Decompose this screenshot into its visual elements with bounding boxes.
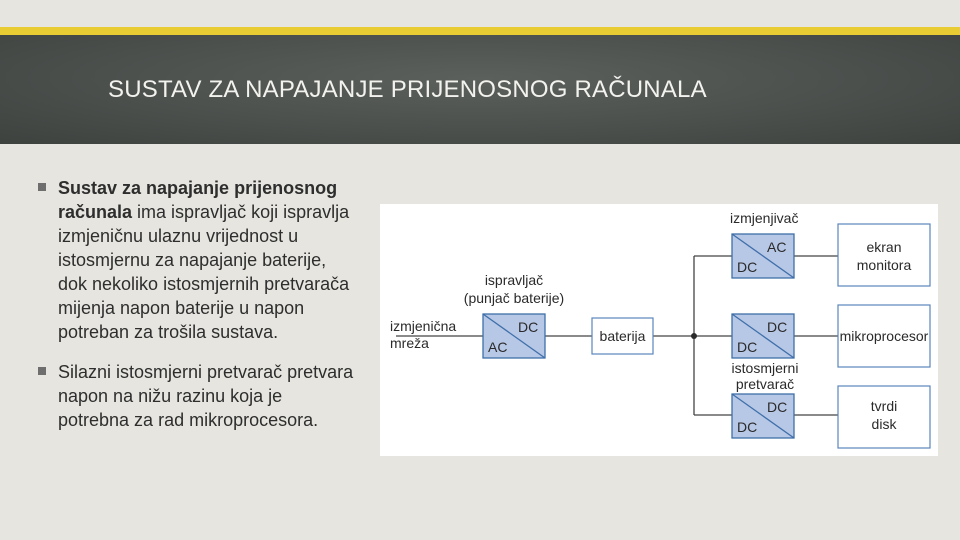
- rectifier-caption-line1: ispravljač: [484, 272, 544, 288]
- battery-label: baterija: [599, 328, 646, 344]
- accent-stripe: [0, 27, 960, 35]
- disk-label-line2: disk: [871, 416, 897, 432]
- monitor-load-box: [838, 224, 930, 286]
- bullet-item: [38, 360, 358, 432]
- inverter-in-label: DC: [737, 259, 758, 275]
- bullet-item: [38, 176, 358, 344]
- converter-caption-line2: pretvarač: [735, 376, 795, 392]
- inverter-out-label: AC: [767, 239, 787, 255]
- inverter-block: [732, 234, 794, 278]
- bullet-text: [58, 176, 358, 344]
- converter-in-label: DC: [737, 339, 758, 355]
- bullet-list: [38, 176, 358, 448]
- monitor-label-line1: ekran: [866, 239, 902, 255]
- square-bullet-icon: [38, 183, 46, 191]
- square-bullet-icon: [38, 367, 46, 375]
- converter-caption-line1: istosmjerni: [731, 360, 799, 376]
- slide-title: SUSTAV ZA NAPAJANJE PRIJENOSNOG RAČUNALA: [108, 76, 707, 103]
- mains-caption-line1: izmjenična: [390, 318, 457, 334]
- converter-out-label: DC: [767, 399, 788, 415]
- converter-in-label: DC: [737, 419, 758, 435]
- disk-label-line1: tvrdi: [870, 398, 898, 414]
- converter-out-label: DC: [767, 319, 788, 335]
- rectifier-block: [483, 314, 545, 358]
- rectifier-in-label: AC: [488, 339, 508, 355]
- bullet-bold-text: Sustav za napajanje prijenosnog računala: [58, 178, 338, 222]
- bullet-text: [58, 360, 358, 432]
- converter-block-disk: [732, 394, 794, 438]
- mains-caption-line2: mreža: [390, 335, 429, 351]
- cpu-label: mikroprocesor: [839, 328, 929, 344]
- rectifier-caption-line2: (punjač baterije): [463, 290, 565, 306]
- rectifier-out-label: DC: [518, 319, 539, 335]
- inverter-caption: izmjenjivač: [730, 210, 799, 226]
- monitor-label-line2: monitora: [856, 257, 912, 273]
- power-supply-diagram: [380, 204, 938, 456]
- bus-junction-dot: [691, 333, 697, 339]
- bullet-body-text: Silazni istosmjerni pretvarač pretvara napon na nižu razinu koja je potrebna za rad mikroprocesora.: [58, 362, 354, 430]
- diagram-svg: [380, 204, 938, 456]
- converter-block-cpu: [732, 314, 794, 358]
- bullet-body-text: ima ispravljač koji ispravlja izmjeničnu ulaznu vrijednost u istosmjernu za napajanje baterije, dok nekoliko istosmjernih pretvarača mijenja napon baterije u napon potreban za trošila sustava.: [58, 202, 350, 342]
